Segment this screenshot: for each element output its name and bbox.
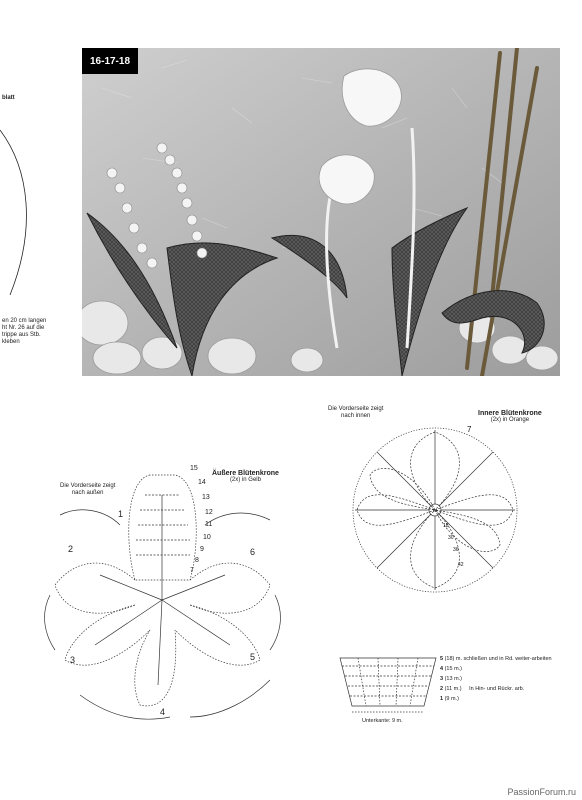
outer-crown-note-line1: Die Vorderseite zeigt xyxy=(60,483,116,489)
row-chart-row xyxy=(440,696,580,706)
row-number: 13 xyxy=(202,494,210,501)
inner-crown-note-line2: nach innen xyxy=(341,413,371,419)
flower-photo xyxy=(82,48,560,376)
inner-crown-title: Innere Blütenkrone xyxy=(478,410,542,417)
row-chart-row-number: 2 xyxy=(440,686,444,692)
inner-crown-note-line1: Die Vorderseite zeigt xyxy=(328,406,384,412)
petal-number-4: 4 xyxy=(160,707,166,717)
inner-crown-diagram xyxy=(345,420,525,600)
row-chart-row xyxy=(440,656,580,666)
row-number: 14 xyxy=(198,479,206,486)
row-chart-row-number: 3 xyxy=(440,676,444,682)
row-number: 12 xyxy=(205,509,213,516)
flower-photo-illustration xyxy=(82,48,560,376)
inner-crown-ring-label: 18 xyxy=(443,523,449,529)
left-line: ht Nr. 26 auf die xyxy=(2,325,45,331)
inner-crown-note xyxy=(328,406,383,420)
row-chart-row-number: 4 xyxy=(440,666,444,672)
outer-crown-diagram xyxy=(40,455,300,725)
outer-crown-note-line2: nach außen xyxy=(71,490,104,496)
left-line: trippe aus Stb. xyxy=(2,332,41,338)
inner-crown-subtitle: (2x) in Orange xyxy=(490,417,530,423)
outer-crown-title: Äußere Blütenkrone xyxy=(212,470,279,477)
row-chart-side-note: In Hin- und Rückr. arb. xyxy=(469,686,525,692)
petal-number-2: 2 xyxy=(68,544,74,554)
watermark: PassionForum.ru xyxy=(507,787,576,797)
row-chart-row-text: (18) m. schließen und in Rd. weiter-arbeiten xyxy=(444,656,552,662)
row-number: 9 xyxy=(200,546,204,553)
inner-crown-ring-label: 42 xyxy=(458,562,464,568)
petal-number-1: 1 xyxy=(118,509,124,519)
row-chart-row-text: (13 m.) xyxy=(444,676,463,682)
left-instruction-text xyxy=(2,318,46,346)
petal-number-6: 6 xyxy=(250,547,256,557)
row-chart-row-text: (15 m.) xyxy=(444,666,463,672)
row-chart-diagram xyxy=(338,654,438,716)
left-line: en 20 cm langen xyxy=(2,318,47,324)
row-number: 10 xyxy=(203,534,211,541)
inner-crown-center-label: 10 xyxy=(432,508,438,513)
outer-crown-subtitle: (2x) in Gelb xyxy=(229,477,261,483)
row-chart-row-number: 5 xyxy=(440,656,444,662)
left-leaf-outline xyxy=(0,110,40,300)
petal-number-5: 5 xyxy=(250,652,256,662)
row-chart-row xyxy=(440,666,580,676)
inner-crown-ring-label: 36 xyxy=(453,547,459,553)
row-number: 7 xyxy=(190,567,194,574)
row-chart-row-text: (11 m.) xyxy=(444,686,462,692)
row-chart-labels xyxy=(440,656,580,706)
row-chart-row xyxy=(440,676,580,686)
left-line: kleben xyxy=(2,339,20,345)
row-number: 11 xyxy=(205,521,213,528)
row-chart-bottom-note: Unterkante: 9 m. xyxy=(362,718,403,724)
inner-crown-start-row: 7 xyxy=(467,425,472,434)
row-number: 8 xyxy=(195,557,199,564)
left-heading-fragment: blatt xyxy=(2,95,15,101)
row-chart-row-text: (9 m.) xyxy=(444,696,459,702)
row-chart-row xyxy=(440,686,580,696)
row-chart-row-number: 1 xyxy=(440,696,444,702)
petal-number-3: 3 xyxy=(70,655,76,665)
inner-crown-ring-label: 30 xyxy=(448,535,454,541)
photo-label: 16-17-18 xyxy=(82,48,138,74)
row-number: 15 xyxy=(190,465,198,472)
